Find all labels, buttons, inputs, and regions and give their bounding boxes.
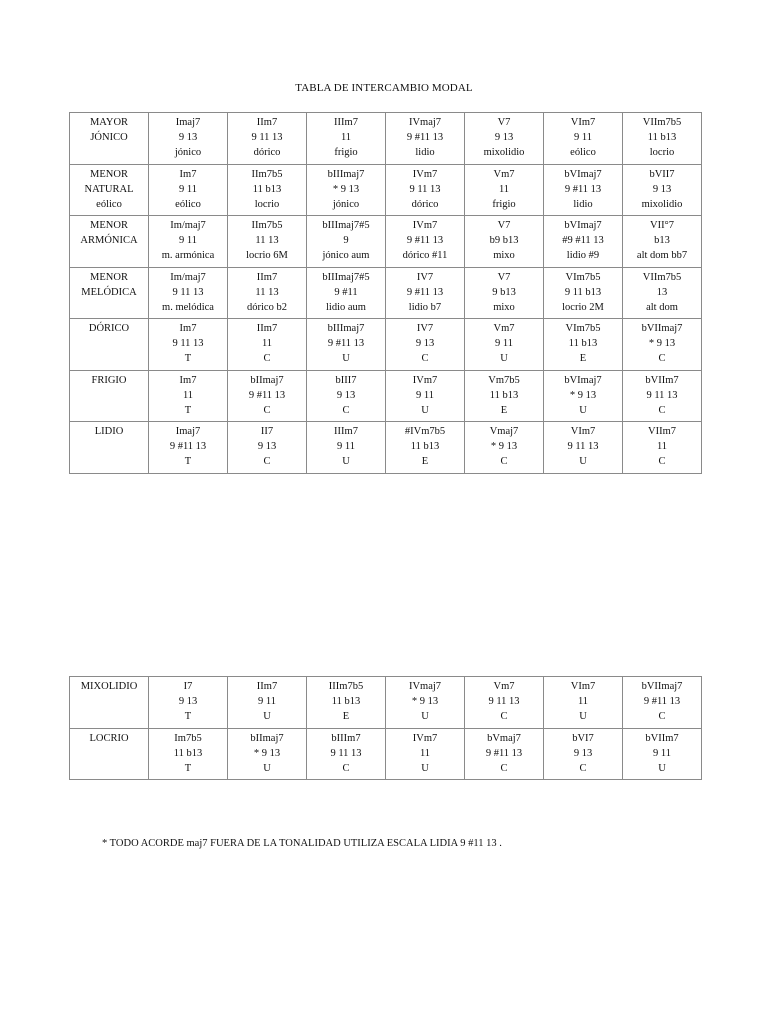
chord-scale: C bbox=[263, 353, 271, 364]
mode-cell bbox=[70, 370, 149, 422]
chord-symbol: VIm7 bbox=[570, 117, 596, 128]
chord-scale: dórico b2 bbox=[247, 301, 287, 313]
chord-scale: locrio bbox=[254, 198, 280, 210]
mode-label: MENOR bbox=[90, 220, 128, 231]
mode-cell bbox=[70, 319, 149, 371]
chord-scale: C bbox=[658, 456, 666, 467]
chord-tensions: 9 11 bbox=[574, 132, 592, 143]
mode-cell bbox=[70, 216, 149, 268]
chord-cell bbox=[386, 422, 465, 474]
chord-cell bbox=[307, 728, 386, 780]
chord-symbol: bIImaj7 bbox=[250, 374, 284, 386]
chord-scale: eólico bbox=[570, 147, 596, 158]
chord-scale: lidio bbox=[573, 198, 593, 210]
chord-scale: C bbox=[342, 404, 350, 416]
chord-symbol: IIm7 bbox=[256, 681, 278, 692]
chord-tensions: 9 11 13 bbox=[172, 338, 204, 349]
chord-scale: locrio 2M bbox=[562, 301, 604, 313]
table-row bbox=[70, 370, 702, 422]
chord-symbol: bIIIm7 bbox=[331, 732, 361, 744]
chord-scale: U bbox=[421, 762, 429, 774]
chord-symbol: bIIImaj7 bbox=[327, 168, 365, 180]
chord-symbol: bVII7 bbox=[649, 168, 675, 180]
chord-cell bbox=[544, 422, 623, 474]
chord-cell bbox=[623, 319, 702, 371]
chord-symbol: VIm7b5 bbox=[565, 271, 601, 283]
chord-scale: alt dom bbox=[646, 301, 678, 313]
chord-symbol: IIm7 bbox=[256, 117, 278, 128]
mode-cell bbox=[70, 728, 149, 780]
chord-scale: U bbox=[579, 404, 587, 416]
chord-symbol: IIm7 bbox=[256, 323, 278, 334]
chord-symbol: VIm7b5 bbox=[565, 323, 601, 334]
chord-cell bbox=[386, 677, 465, 729]
chord-tensions: 9 b13 bbox=[492, 286, 516, 298]
chord-scale: lidio b7 bbox=[408, 301, 442, 313]
chord-symbol: IV7 bbox=[416, 271, 434, 283]
chord-scale: m. melódica bbox=[162, 301, 214, 313]
chord-tensions: 9 11 bbox=[495, 338, 513, 349]
chord-tensions: 9 #11 13 bbox=[406, 286, 444, 298]
chord-tensions: 9 13 bbox=[257, 441, 277, 452]
chord-scale: C bbox=[263, 404, 271, 416]
chord-tensions: 11 bbox=[261, 338, 273, 349]
chord-symbol: IIIm7 bbox=[334, 117, 358, 128]
chord-cell bbox=[149, 319, 228, 371]
chord-symbol: VIIm7 bbox=[648, 426, 676, 437]
chord-symbol: IVm7 bbox=[412, 220, 438, 231]
chord-cell bbox=[544, 677, 623, 729]
chord-scale: frigio bbox=[492, 198, 516, 210]
chord-scale: C bbox=[579, 762, 587, 774]
chord-symbol: V7 bbox=[497, 220, 511, 231]
chord-symbol: bVIImaj7 bbox=[641, 323, 683, 334]
chord-cell bbox=[307, 164, 386, 216]
chord-cell bbox=[544, 267, 623, 319]
chord-tensions: 9 #11 13 bbox=[406, 235, 444, 246]
chord-cell bbox=[228, 113, 307, 165]
chord-cell bbox=[544, 370, 623, 422]
chord-cell bbox=[465, 267, 544, 319]
mode-label: NATURAL bbox=[84, 183, 134, 195]
chord-scale: mixo bbox=[493, 301, 515, 313]
chord-tensions: 9 11 13 bbox=[646, 389, 678, 401]
chord-tensions: 11 bbox=[182, 389, 194, 401]
chord-scale: mixolidio bbox=[483, 147, 525, 158]
chord-tensions: 9 13 bbox=[415, 338, 435, 349]
chord-tensions: 11 b13 bbox=[568, 338, 598, 349]
chord-tensions: 9 #11 13 bbox=[248, 389, 286, 401]
chord-scale: U bbox=[579, 456, 587, 467]
chord-scale: mixo bbox=[493, 250, 515, 261]
chord-symbol: bIIImaj7#5 bbox=[322, 220, 370, 231]
chord-scale: T bbox=[184, 353, 192, 364]
chord-cell bbox=[307, 267, 386, 319]
chord-symbol: #IVm7b5 bbox=[404, 426, 446, 437]
mode-cell bbox=[70, 422, 149, 474]
chord-cell bbox=[228, 370, 307, 422]
chord-cell bbox=[228, 267, 307, 319]
chord-cell bbox=[228, 422, 307, 474]
chord-tensions: * 9 13 bbox=[569, 389, 597, 401]
chord-scale: C bbox=[500, 711, 508, 722]
chord-scale: U bbox=[421, 404, 429, 416]
chord-cell bbox=[228, 728, 307, 780]
chord-tensions: * 9 13 bbox=[253, 747, 281, 759]
mode-cell bbox=[70, 677, 149, 729]
mode-label: MELÓDICA bbox=[81, 286, 137, 298]
chord-tensions: * 9 13 bbox=[411, 696, 439, 707]
chord-symbol: VIm7 bbox=[570, 426, 596, 437]
chord-symbol: Im7 bbox=[179, 168, 197, 180]
chord-cell bbox=[623, 267, 702, 319]
chord-cell bbox=[386, 267, 465, 319]
chord-scale: C bbox=[263, 456, 271, 467]
chord-cell bbox=[149, 370, 228, 422]
chord-symbol: Vm7 bbox=[493, 323, 515, 334]
chord-scale: E bbox=[421, 456, 429, 467]
chord-symbol: IVm7 bbox=[412, 732, 438, 744]
chord-cell bbox=[623, 677, 702, 729]
chord-symbol: bVImaj7 bbox=[564, 374, 602, 386]
chord-tensions: 11 b13 bbox=[331, 696, 361, 707]
chord-scale: lidio #9 bbox=[566, 250, 600, 261]
chord-scale: C bbox=[342, 762, 350, 774]
chord-cell bbox=[149, 422, 228, 474]
chord-scale: U bbox=[342, 456, 350, 467]
chord-cell bbox=[149, 267, 228, 319]
page-title: TABLA DE INTERCAMBIO MODAL bbox=[295, 82, 473, 94]
chord-tensions: 9 11 bbox=[258, 696, 276, 707]
chord-scale: T bbox=[184, 456, 192, 467]
chord-scale: eólico bbox=[175, 198, 201, 210]
table-row bbox=[70, 728, 702, 780]
chord-scale: lidio aum bbox=[326, 301, 366, 313]
chord-tensions: 9 13 bbox=[573, 747, 593, 759]
chord-cell bbox=[623, 164, 702, 216]
chord-scale: U bbox=[263, 762, 271, 774]
chord-scale: T bbox=[184, 404, 192, 416]
chord-cell bbox=[307, 113, 386, 165]
chord-symbol: bVImaj7 bbox=[564, 220, 602, 231]
chord-scale: C bbox=[500, 456, 508, 467]
chord-cell bbox=[465, 728, 544, 780]
chord-cell bbox=[465, 422, 544, 474]
mode-label: MIXOLIDIO bbox=[80, 681, 138, 692]
chord-cell bbox=[623, 728, 702, 780]
table-row bbox=[70, 113, 702, 165]
mode-label: MENOR bbox=[90, 168, 128, 180]
chord-cell bbox=[544, 319, 623, 371]
chord-tensions: 11 b13 bbox=[173, 747, 203, 759]
chord-scale: frigio bbox=[334, 147, 358, 158]
chord-tensions: 11 bbox=[577, 696, 589, 707]
chord-tensions: 9 11 bbox=[653, 747, 671, 759]
chord-symbol: V7 bbox=[497, 271, 511, 283]
chord-cell bbox=[465, 113, 544, 165]
chord-cell bbox=[307, 677, 386, 729]
chord-tensions: 9 11 bbox=[179, 235, 197, 246]
chord-cell bbox=[544, 164, 623, 216]
chord-tensions: * 9 13 bbox=[490, 441, 518, 452]
chord-symbol: VIIm7b5 bbox=[642, 271, 682, 283]
chord-scale: U bbox=[263, 711, 271, 722]
chord-symbol: Vm7b5 bbox=[488, 374, 520, 386]
chord-tensions: 9 11 13 bbox=[251, 132, 283, 143]
chord-tensions: 11 b13 bbox=[410, 441, 440, 452]
chord-cell bbox=[149, 216, 228, 268]
chord-tensions: 9 #11 13 bbox=[169, 441, 207, 452]
chord-tensions: 9 11 bbox=[416, 389, 434, 401]
chord-cell bbox=[307, 370, 386, 422]
chord-symbol: Im7 bbox=[179, 374, 197, 386]
chord-symbol: IIIm7b5 bbox=[328, 681, 364, 692]
chord-tensions: #9 #11 13 bbox=[562, 235, 604, 246]
chord-cell bbox=[465, 319, 544, 371]
chord-scale: jónico bbox=[332, 198, 360, 210]
mode-cell bbox=[70, 164, 149, 216]
chord-cell bbox=[386, 216, 465, 268]
chord-symbol: V7 bbox=[497, 117, 511, 128]
chord-scale: C bbox=[421, 353, 429, 364]
modal-interchange-table bbox=[69, 112, 702, 474]
chord-tensions: 9 11 13 bbox=[567, 441, 599, 452]
chord-tensions: 9 11 bbox=[179, 183, 197, 195]
chord-cell bbox=[149, 677, 228, 729]
chord-tensions: 11 bbox=[656, 441, 668, 452]
chord-tensions: 11 b13 bbox=[647, 132, 677, 143]
chord-scale: dórico #11 bbox=[402, 250, 448, 261]
mode-label: LOCRIO bbox=[89, 732, 129, 744]
chord-tensions: 9 11 13 bbox=[488, 696, 520, 707]
chord-symbol: IVmaj7 bbox=[408, 117, 442, 128]
table-row bbox=[70, 319, 702, 371]
table-row bbox=[70, 164, 702, 216]
chord-tensions: 9 11 13 bbox=[409, 183, 441, 195]
chord-tensions: 9 #11 13 bbox=[643, 696, 681, 707]
chord-tensions: 9 #11 13 bbox=[564, 183, 602, 195]
chord-symbol: IVm7 bbox=[412, 168, 438, 180]
chord-scale: C bbox=[658, 353, 666, 364]
mode-cell bbox=[70, 267, 149, 319]
chord-symbol: bVIIm7 bbox=[645, 732, 679, 744]
chord-tensions: 9 11 b13 bbox=[564, 286, 602, 298]
table-row bbox=[70, 677, 702, 729]
chord-symbol: Im/maj7 bbox=[170, 271, 206, 283]
chord-cell bbox=[386, 370, 465, 422]
chord-symbol: bIIImaj7#5 bbox=[322, 271, 370, 283]
chord-scale: U bbox=[421, 711, 429, 722]
chord-symbol: bVIImaj7 bbox=[641, 681, 683, 692]
chord-symbol: Im/maj7 bbox=[170, 220, 206, 231]
chord-tensions: 11 b13 bbox=[489, 389, 519, 401]
footnote: * TODO ACORDE maj7 FUERA DE LA TONALIDAD UTILIZA ESCALA LIDIA 9 #11 13 . bbox=[102, 838, 502, 849]
chord-tensions: b13 bbox=[654, 235, 670, 246]
chord-cell bbox=[623, 422, 702, 474]
chord-symbol: IVm7 bbox=[412, 374, 438, 386]
chord-symbol: Imaj7 bbox=[175, 117, 201, 128]
chord-scale: U bbox=[342, 353, 350, 364]
chord-symbol: IIm7b5 bbox=[251, 220, 283, 231]
chord-tensions: 9 #11 bbox=[334, 286, 358, 298]
chord-cell bbox=[149, 728, 228, 780]
chord-cell bbox=[623, 216, 702, 268]
chord-scale: U bbox=[500, 353, 508, 364]
chord-tensions: 9 bbox=[343, 235, 349, 246]
chord-cell bbox=[386, 728, 465, 780]
chord-cell bbox=[228, 677, 307, 729]
chord-cell bbox=[544, 728, 623, 780]
table-row bbox=[70, 422, 702, 474]
chord-tensions: 9 #11 13 bbox=[327, 338, 365, 349]
modal-interchange-table-continued bbox=[69, 676, 702, 780]
mode-label: MENOR bbox=[90, 271, 128, 283]
chord-symbol: IIm7b5 bbox=[251, 168, 283, 180]
chord-scale: mixolidio bbox=[641, 198, 683, 210]
chord-cell bbox=[544, 113, 623, 165]
chord-scale: E bbox=[579, 353, 587, 364]
chord-symbol: Im7b5 bbox=[174, 732, 202, 744]
chord-scale: C bbox=[658, 404, 666, 416]
chord-symbol: bVImaj7 bbox=[564, 168, 602, 180]
chord-symbol: IV7 bbox=[416, 323, 434, 334]
chord-tensions: 9 13 bbox=[178, 132, 198, 143]
chord-tensions: * 9 13 bbox=[332, 183, 360, 195]
chord-tensions: 11 b13 bbox=[252, 183, 282, 195]
chord-cell bbox=[386, 164, 465, 216]
chord-scale: T bbox=[184, 762, 192, 774]
chord-tensions: 9 #11 13 bbox=[406, 132, 444, 143]
chord-symbol: Vmaj7 bbox=[489, 426, 519, 437]
chord-symbol: bIII7 bbox=[335, 374, 357, 386]
chord-scale: U bbox=[579, 711, 587, 722]
chord-cell bbox=[228, 319, 307, 371]
chord-symbol: bVIIm7 bbox=[645, 374, 679, 386]
chord-tensions: 11 bbox=[498, 183, 510, 195]
chord-scale: dórico bbox=[253, 147, 281, 158]
mode-label: DÓRICO bbox=[88, 323, 130, 334]
chord-cell bbox=[307, 319, 386, 371]
table-row bbox=[70, 216, 702, 268]
chord-symbol: bVI7 bbox=[572, 732, 594, 744]
chord-symbol: II7 bbox=[260, 426, 274, 437]
chord-symbol: Im7 bbox=[179, 323, 197, 334]
chord-tensions: 9 13 bbox=[336, 389, 356, 401]
chord-tensions: 9 #11 13 bbox=[485, 747, 523, 759]
chord-symbol: VII°7 bbox=[649, 220, 675, 231]
chord-scale: locrio bbox=[649, 147, 675, 158]
mode-label: eólico bbox=[96, 198, 122, 210]
chord-symbol: I7 bbox=[183, 681, 193, 692]
chord-tensions: * 9 13 bbox=[648, 338, 676, 349]
chord-cell bbox=[623, 113, 702, 165]
chord-scale: E bbox=[500, 404, 508, 416]
chord-tensions: 9 11 13 bbox=[172, 286, 204, 298]
chord-scale: jónico aum bbox=[322, 250, 370, 261]
chord-scale: C bbox=[658, 711, 666, 722]
chord-tensions: 9 13 bbox=[494, 132, 514, 143]
chord-tensions: 9 11 bbox=[337, 441, 355, 452]
chord-scale: jónico bbox=[174, 147, 202, 158]
mode-label: LIDIO bbox=[94, 426, 124, 437]
chord-tensions: 11 bbox=[340, 132, 352, 143]
chord-tensions: 9 13 bbox=[652, 183, 672, 195]
chord-cell bbox=[465, 216, 544, 268]
table-row bbox=[70, 267, 702, 319]
chord-symbol: VIIm7b5 bbox=[642, 117, 682, 128]
chord-cell bbox=[465, 677, 544, 729]
mode-label: ARMÓNICA bbox=[80, 235, 138, 246]
chord-tensions: 13 bbox=[656, 286, 668, 298]
chord-scale: locrio 6M bbox=[246, 250, 288, 261]
chord-symbol: Vm7 bbox=[493, 168, 515, 180]
chord-cell bbox=[307, 216, 386, 268]
chord-cell bbox=[307, 422, 386, 474]
chord-tensions: b9 b13 bbox=[489, 235, 519, 246]
chord-cell bbox=[465, 370, 544, 422]
chord-symbol: bVmaj7 bbox=[487, 732, 521, 744]
chord-cell bbox=[623, 370, 702, 422]
chord-cell bbox=[228, 164, 307, 216]
chord-scale: C bbox=[500, 762, 508, 774]
chord-cell bbox=[228, 216, 307, 268]
mode-label: FRIGIO bbox=[91, 374, 127, 386]
chord-symbol: IIm7 bbox=[256, 271, 278, 283]
chord-symbol: Vm7 bbox=[493, 681, 515, 692]
chord-cell bbox=[386, 319, 465, 371]
chord-cell bbox=[544, 216, 623, 268]
chord-symbol: IIIm7 bbox=[334, 426, 358, 437]
chord-scale: m. armónica bbox=[161, 250, 215, 261]
chord-symbol: bIImaj7 bbox=[250, 732, 284, 744]
chord-symbol: bIIImaj7 bbox=[327, 323, 365, 334]
mode-label: JÓNICO bbox=[90, 132, 128, 143]
chord-scale: lidio bbox=[415, 147, 435, 158]
mode-cell bbox=[70, 113, 149, 165]
chord-tensions: 9 13 bbox=[178, 696, 198, 707]
chord-cell bbox=[386, 113, 465, 165]
chord-symbol: VIm7 bbox=[570, 681, 596, 692]
chord-tensions: 11 13 bbox=[255, 286, 279, 298]
chord-scale: E bbox=[342, 711, 350, 722]
chord-scale: T bbox=[184, 711, 192, 722]
chord-symbol: IVmaj7 bbox=[408, 681, 442, 692]
chord-cell bbox=[149, 113, 228, 165]
mode-label: MAYOR bbox=[89, 117, 129, 128]
chord-scale: U bbox=[658, 762, 666, 774]
chord-tensions: 9 11 13 bbox=[330, 747, 362, 759]
chord-cell bbox=[149, 164, 228, 216]
chord-tensions: 11 bbox=[419, 747, 431, 759]
chord-scale: alt dom bb7 bbox=[636, 250, 688, 261]
chord-symbol: Imaj7 bbox=[175, 426, 201, 437]
chord-scale: dórico bbox=[411, 198, 439, 210]
chord-cell bbox=[465, 164, 544, 216]
chord-tensions: 11 13 bbox=[255, 235, 279, 246]
